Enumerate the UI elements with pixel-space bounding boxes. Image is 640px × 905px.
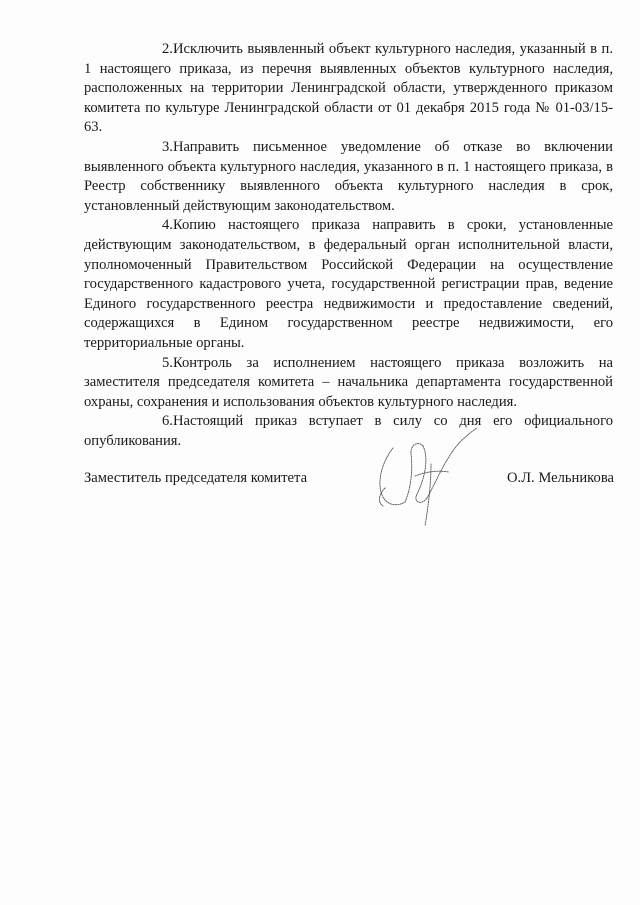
paragraph-number: 6. — [162, 413, 173, 430]
paragraph-text: Исключить выявленный объект культурного наследия, указанный в п. 1 настоящего приказа, из перечня выявленных объектов культурного наследия, расположенных на территории Ленинградской области, утвержденного приказом комитета по культуре Ленинградской области от 01 декабря 2015 года № 01-03/15-63. — [84, 41, 613, 136]
paragraph-number: 3. — [162, 138, 173, 155]
paragraph-5 — [84, 354, 613, 413]
paragraph-6 — [84, 412, 613, 451]
signatory-title: Заместитель председателя комитета — [84, 470, 308, 486]
paragraph-2 — [84, 40, 613, 138]
paragraph-text: Копию настоящего приказа направить в сроки, установленные действующим законодательством, в федеральный орган исполнительной власти, уполномоченный Правительством Российской Федерации на осуществление государственного кадастрового учета, государственной регистрации прав, ведение Единого государственного реестра недвижимости и предоставление сведений, содержащихся в Едином государственном реестре недвижимости, его территориальные органы. — [84, 217, 613, 351]
paragraph-text: Настоящий приказ вступает в силу со дня его официального опубликования. — [84, 413, 613, 449]
order-body — [84, 40, 613, 451]
paragraph-3 — [84, 138, 613, 216]
paragraph-number: 5. — [162, 354, 173, 371]
paragraph-4 — [84, 216, 613, 353]
paragraph-number: 2. — [162, 41, 173, 57]
paragraph-text: Направить письменное уведомление об отказе во включении выявленного объекта культурного наследия, указанного в п. 1 настоящего приказа, в Реестр собственнику выявленного объекта культурного наследия в срок, установленный действующим законодательством. — [84, 138, 613, 214]
paragraph-text: Контроль за исполнением настоящего приказа возложить на заместителя председателя комитета – начальника департамента государственной охраны, сохранения и использования объектов культурного наследия. — [84, 354, 613, 410]
paragraph-number: 4. — [162, 217, 173, 234]
signatory-name: О.Л. Мельникова — [506, 470, 614, 486]
signature-block — [84, 468, 614, 492]
